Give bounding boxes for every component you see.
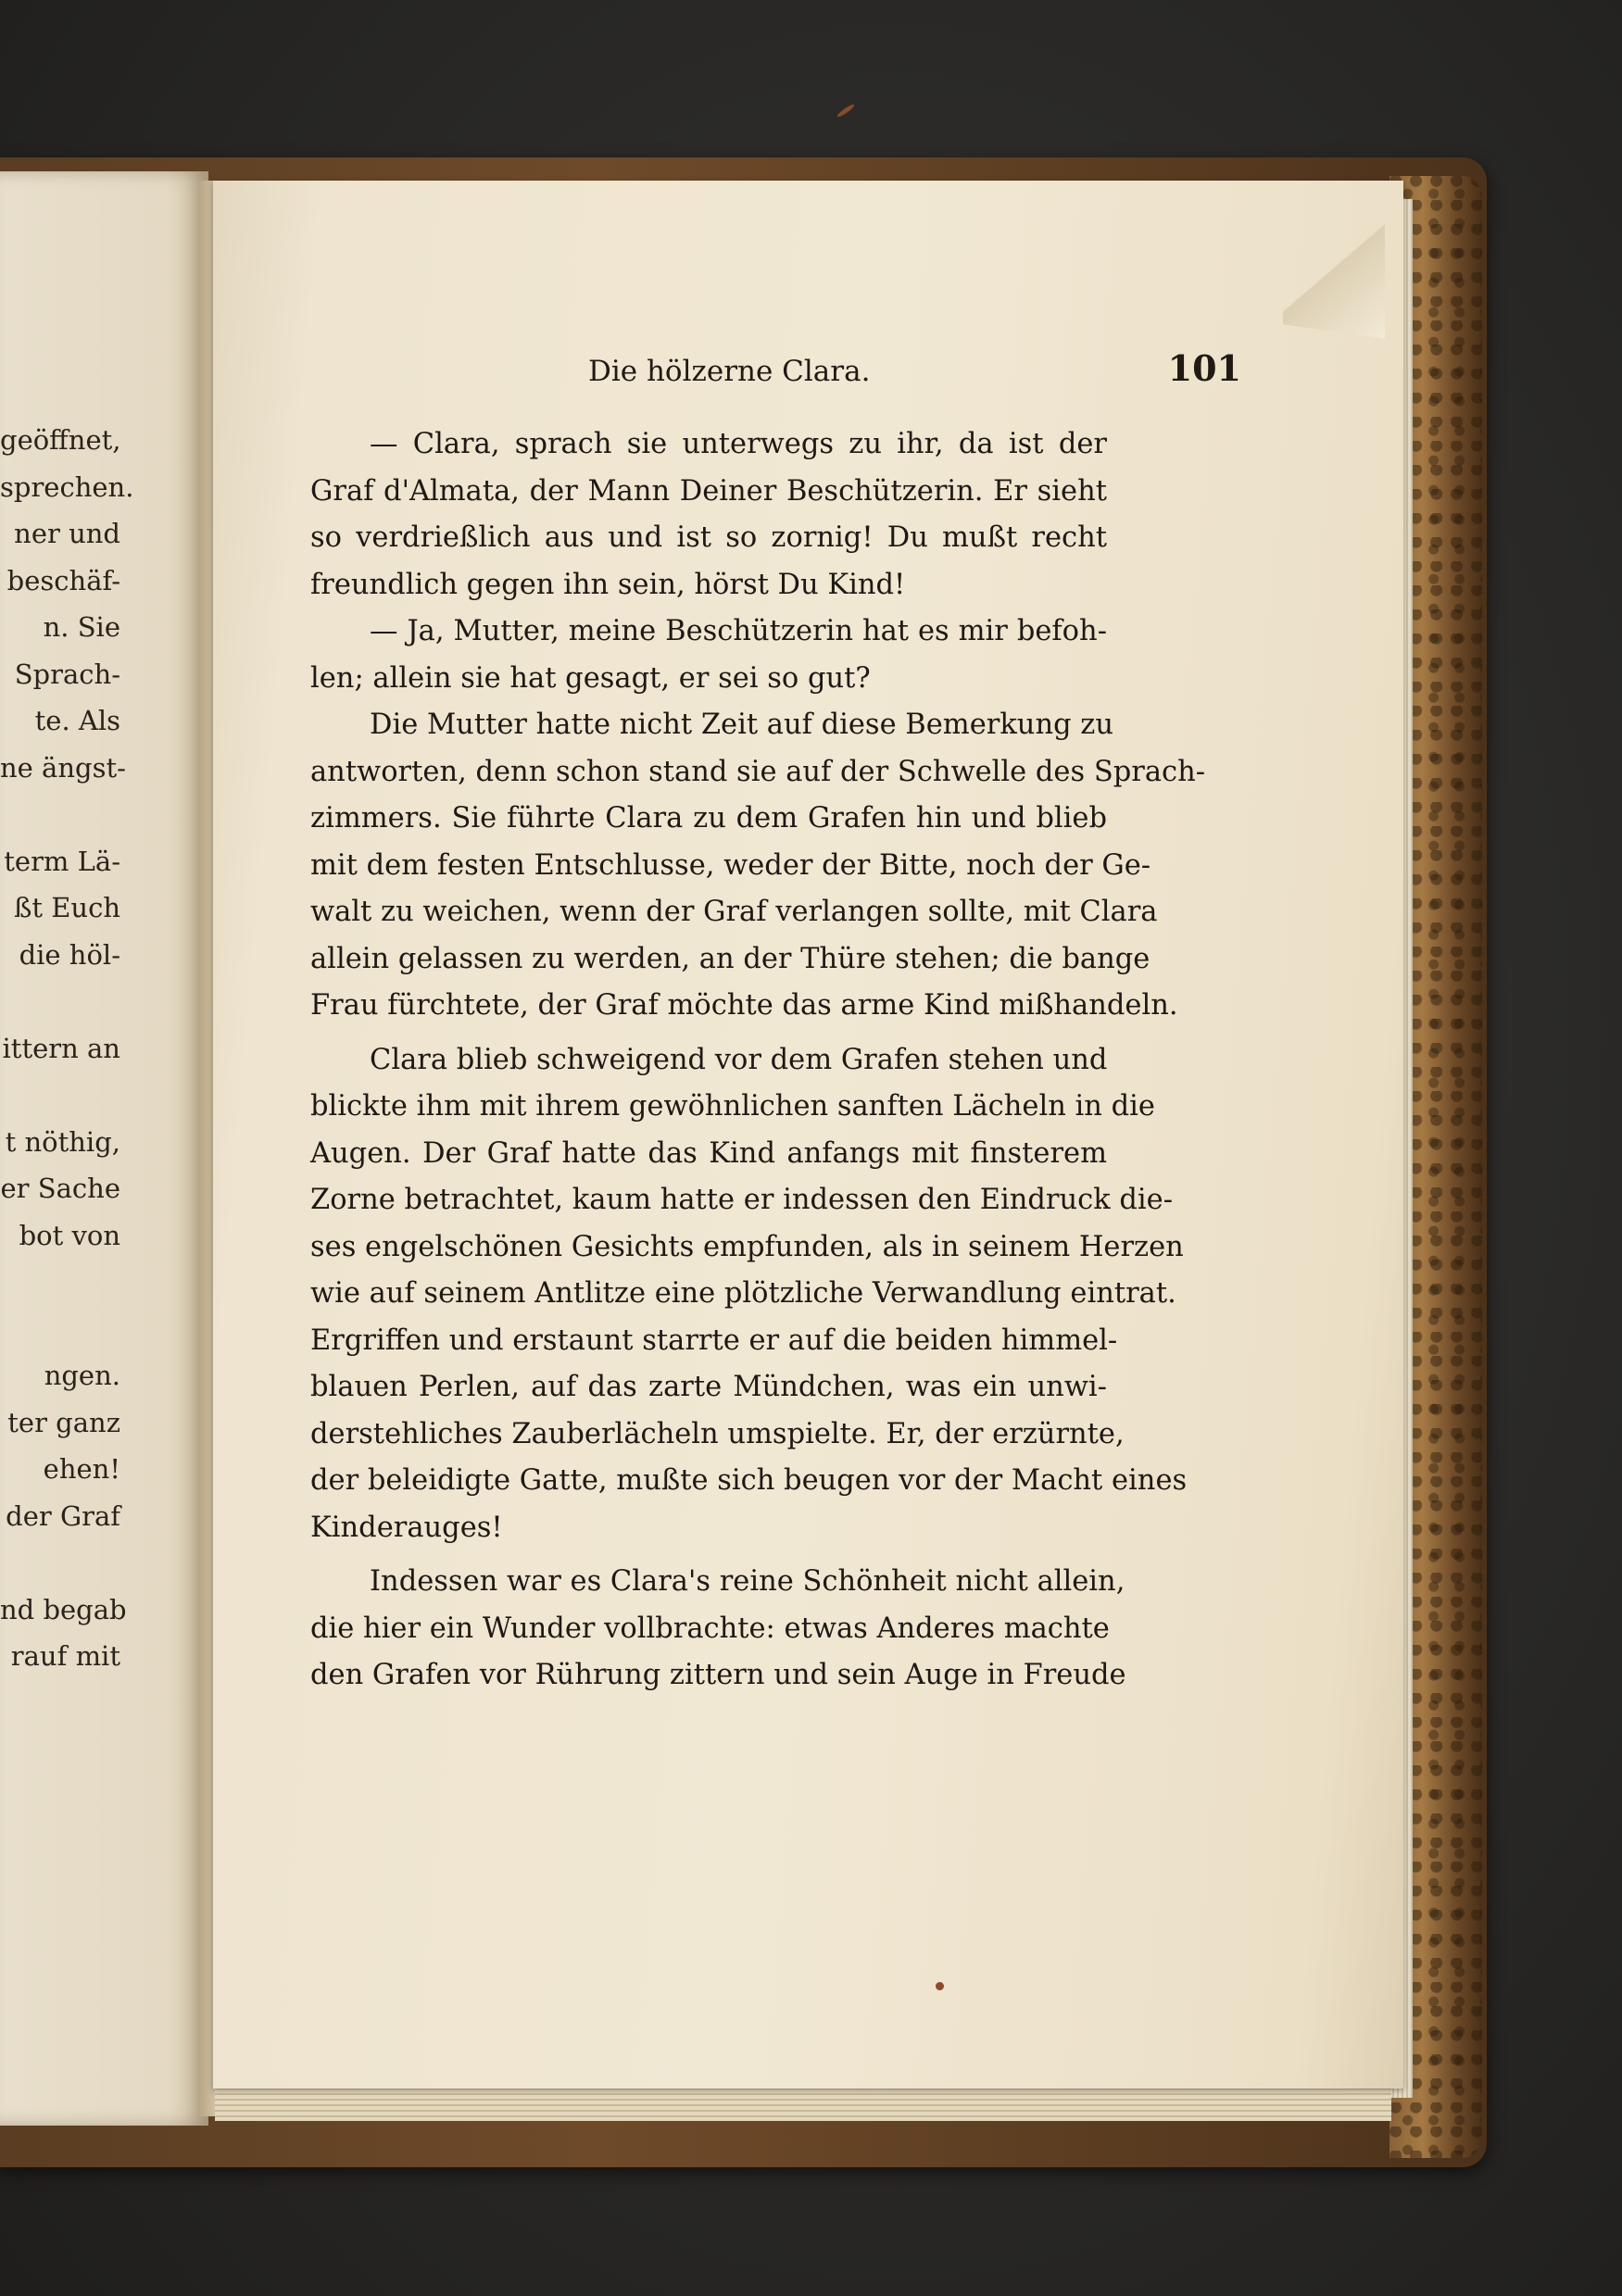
left-page-line: term Lä- — [4, 845, 120, 877]
text-line: walt zu weichen, wenn der Graf verlangen sollte, mit Clara — [310, 896, 1158, 928]
paper-speck — [936, 1982, 944, 1990]
left-page-line — [0, 791, 120, 838]
text-line: den Grafen vor Rührung zittern und sein Auge in Freude — [310, 1659, 1126, 1691]
text-line: ses engelschönen Gesichts empfunden, als in seinem Herzen — [310, 1230, 1184, 1263]
text-line: Ergriffen und erstaunt starrte er auf die beiden himmel- — [310, 1324, 1118, 1357]
left-page-line: ngen. — [44, 1360, 120, 1391]
left-page-line: bot von — [19, 1219, 120, 1251]
text-line: blickte ihm mit ihrem gewöhnlichen sanften Lächeln in die — [310, 1090, 1155, 1123]
dog-ear-corner — [1283, 204, 1385, 338]
left-page-line: t nöthig, — [5, 1125, 120, 1158]
text-line: so verdrießlich aus und ist so zornig! Du mußt recht — [310, 521, 1107, 554]
paragraph — [310, 609, 1107, 702]
text-line: wie auf seinem Antlitze eine plötzliche Verwandlung eintrat. — [310, 1277, 1176, 1310]
running-head-title: Die hölzerne Clara. — [588, 355, 871, 388]
text-line: freundlich gegen ihn sein, hörst Du Kind! — [310, 568, 906, 601]
left-page-text-fragments — [0, 417, 134, 1680]
left-page-line: Sprach- — [14, 658, 120, 690]
text-line: Clara blieb schweigend vor dem Grafen stehen und — [370, 1043, 1108, 1076]
left-page-line: der Graf — [6, 1499, 120, 1532]
body-text — [310, 421, 1206, 1700]
running-head — [556, 347, 1241, 403]
left-page-line — [0, 1539, 120, 1587]
paragraph — [310, 421, 1107, 609]
text-line: — Clara, sprach sie unterwegs zu ihr, da ist der — [370, 428, 1107, 460]
left-page-line: ehen! — [43, 1453, 120, 1485]
left-page-line — [0, 978, 120, 1025]
text-line: Kinderauges! — [310, 1511, 503, 1544]
text-line: zimmers. Sie führte Clara zu dem Grafen hin und blieb — [310, 802, 1107, 834]
text-line: antworten, denn schon stand sie auf der Schwelle des Sprach- — [310, 755, 1206, 788]
left-page-line: die höl- — [19, 938, 120, 971]
left-page-line — [0, 1306, 120, 1353]
page-number: 101 — [1167, 347, 1241, 389]
left-page-line: er Sache — [0, 1173, 120, 1204]
left-page-line: n. Sie — [43, 611, 120, 643]
left-page-line — [0, 1259, 120, 1306]
text-line: Frau fürchtete, der Graf möchte das arme Kind mißhandeln. — [310, 989, 1178, 1022]
paragraph — [310, 1037, 1188, 1552]
text-line: — Ja, Mutter, meine Beschützerin hat es mir befoh- — [370, 615, 1107, 647]
left-page-line: ittern an — [2, 1032, 120, 1064]
text-line: Augen. Der Graf hatte das Kind anfangs mit finsterem — [310, 1136, 1107, 1170]
text-line: len; allein sie hat gesagt, er sei so gut? — [310, 661, 871, 695]
left-page-line: nd begab — [0, 1593, 127, 1625]
left-page-line: ßt Euch — [13, 892, 120, 923]
left-page-line: sprechen. — [0, 470, 134, 503]
text-line: derstehliches Zauberlächeln umspielte. Er, der erzürnte, — [310, 1417, 1125, 1450]
left-page-line — [0, 1072, 120, 1119]
left-page-line: ner und — [14, 518, 120, 549]
left-page-line: rauf mit — [10, 1640, 120, 1672]
text-line: Zorne betrachtet, kaum hatte er indessen den Eindruck die- — [310, 1184, 1174, 1216]
text-line: der beleidigte Gatte, mußte sich beugen vor der Macht eines — [310, 1464, 1188, 1497]
text-line: Indessen war es Clara's reine Schönheit nicht allein, — [370, 1565, 1125, 1598]
paragraph — [310, 702, 1206, 1030]
text-line: die hier ein Wunder vollbrachte: etwas Anderes machte — [310, 1612, 1110, 1645]
left-page-line: beschäf- — [6, 564, 120, 596]
text-line: allein gelassen zu werden, an der Thüre stehen; die bange — [310, 942, 1150, 975]
paragraph — [310, 1559, 1126, 1700]
text-line: Die Mutter hatte nicht Zeit auf diese Bemerkung zu — [370, 709, 1114, 741]
left-page-line: geöffnet, — [0, 424, 121, 456]
text-line: blauen Perlen, auf das zarte Mündchen, was ein unwi- — [310, 1371, 1107, 1403]
left-page-line: te. Als — [34, 705, 120, 736]
left-page-line: ter ganz — [7, 1406, 120, 1438]
page-bottom-edges — [215, 2084, 1391, 2121]
left-page-line: ne ängst- — [0, 751, 126, 784]
text-line: mit dem festen Entschlusse, weder der Bitte, noch der Ge- — [310, 848, 1151, 882]
text-line: Graf d'Almata, der Mann Deiner Beschützerin. Er sieht — [310, 474, 1107, 508]
